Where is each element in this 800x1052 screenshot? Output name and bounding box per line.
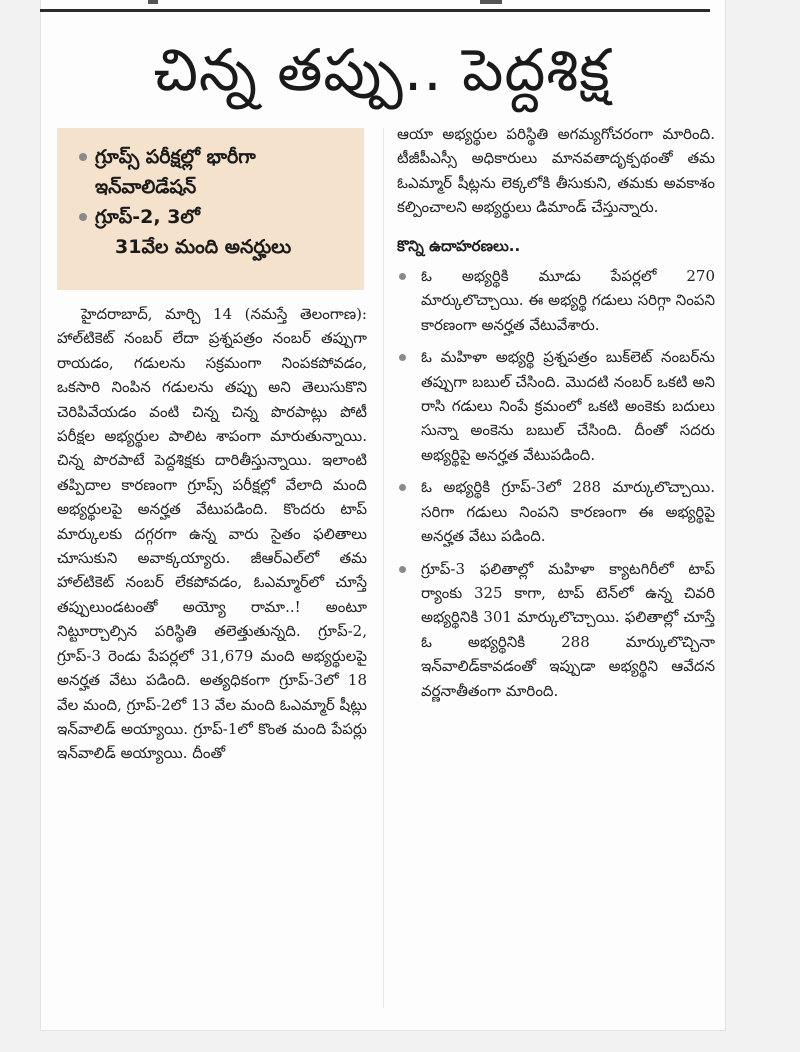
example-item xyxy=(397,345,715,467)
bullet-icon xyxy=(399,484,406,491)
examples-list xyxy=(397,264,715,703)
highlight-text: గ్రూప్-2, 3లో xyxy=(95,206,200,228)
example-item xyxy=(397,264,715,337)
bullet-icon xyxy=(399,354,406,361)
example-item xyxy=(397,557,715,703)
example-text: గ్రూప్-3 ఫలితాల్లో మహిళా క్యాటగిరీలో టాప్ ర్యాంకు 325 కాగా, టాప్ టెన్‌లో ఉన్న చివరి అభ్యర్థినికి 301 మార్కులొచ్చాయి. ఫలితాల్లో చూస్తే ఓ అభ్యర్థినికి 288 మార్కులొచ్చినా ఇన్‌వాలిడ్‌కావడంతో ఇప్పుడా అభ్యర్థిని ఆవేదన వర్ణనాతీతంగా మారింది. xyxy=(421,559,715,700)
column-divider xyxy=(383,128,384,1008)
article-headline: చిన్న తప్పు.. పెద్దశిక్ష xyxy=(153,36,611,104)
bullet-icon xyxy=(399,273,406,280)
highlight-box xyxy=(57,128,364,290)
highlight-text: ఇన్‌వాలిడేషన్ xyxy=(95,176,197,198)
article-body-left xyxy=(57,302,367,766)
bullet-icon xyxy=(79,153,87,161)
top-mark-right xyxy=(480,0,502,4)
example-text: ఓ అభ్యర్థికి మూడు పేపర్లలో 270 మార్కులొచ్చాయి. ఈ అభ్యర్థి గడులు సరిగ్గా నింపని కారణంగా అనర్హత వేటువేశారు. xyxy=(421,267,715,334)
highlight-text: గ్రూప్స్ పరీక్షల్లో భారీగా xyxy=(95,146,256,168)
top-mark-left xyxy=(148,0,158,4)
highlight-item xyxy=(79,202,354,232)
highlight-list xyxy=(57,128,364,262)
top-rule xyxy=(40,9,710,12)
article-body-right xyxy=(397,122,715,711)
highlight-item xyxy=(79,172,354,202)
highlight-item xyxy=(79,142,354,172)
body-paragraph: ఆయా అభ్యర్థుల పరిస్థితి అగమ్యగోచరంగా మారింది. టీజీపీఎస్సీ అధికారులు మానవతాదృక్పథంతో తమ ఓఎమ్మార్ షీట్లను లెక్కలోకి తీసుకుని, తమకు అవకాశం కల్పించాలని అభ్యర్థులు డిమాండ్ చేస్తున్నారు. xyxy=(397,125,715,217)
bullet-icon xyxy=(399,566,406,573)
highlight-item xyxy=(79,232,354,262)
example-text: ఓ అభ్యర్థికి గ్రూప్-3లో 288 మార్కులొచ్చాయి. సరిగా గడులు నింపని కారణంగా ఈ అభ్యర్థిపై అనర్హత వేటు పడింది. xyxy=(421,478,715,546)
examples-heading: కొన్ని ఉదాహరణలు.. xyxy=(397,236,521,255)
body-paragraph: హైదరాబాద్, మార్చి 14 (నమస్తే తెలంగాణ): హాల్‌టికెట్ నంబర్ లేదా ప్రశ్నపత్రం నంబర్ తప్పుగా రాయడం, గడులను సక్రమంగా నింపకపోవడం, ఒకసారి నింపిన గడులను తప్పు అని తెలుసుకొని చెరిపివేయడం వంటి చిన్న చిన్న పొరపాట్లు పోటీ పరీక్షల అభ్యర్థుల పాలిట శాపంగా మారుతున్నాయి. చిన్న పొరపాటే పెద్దశిక్షకు దారితీస్తున్నాయి. ఇలాంటి తప్పిదాల కారణంగా గ్రూప్స్ పరీక్షల్లో వేలాది మంది అభ్యర్థులపై అనర్హత వేటుపడింది. కొందరు టాప్ మార్కులకు దగ్గరగా ఉన్న వారు సైతం ఫలితాలు చూసుకుని అవాక్కయ్యారు. జీఆర్‌ఎల్‌లో తమ హాల్‌టికెట్ నంబర్ లేకపోవడం, ఓఎమ్మార్‌లో చూస్తే తప్పులుండటంతో అయ్యో రామా..! అంటూ నిట్టూర్చాల్సిన పరిస్థితి తలెత్తుతున్నది. గ్రూప్-2, గ్రూప్-3 రెండు పేపర్లలో 31,679 మంది అభ్యర్థులపై అనర్హత వేటు పడింది. అత్యధికంగా గ్రూప్-3లో 18 వేల మంది, గ్రూప్-2లో 13 వేల మంది ఓఎమ్మార్ షీట్లు ఇన్‌వాలిడ్ అయ్యాయి. గ్రూప్-1లో కొంత మంది పేపర్లు ఇన్‌వాలిడ్ అయ్యాయి. దీంతో xyxy=(57,305,367,763)
example-text: ఓ మహిళా అభ్యర్థి ప్రశ్నపత్రం బుక్‌లెట్ నంబర్‌ను తప్పుగా బబుల్ చేసింది. మొదటి నంబర్ ఒకటి అని రాసి గడులు నింపే క్రమంలో ఒకటి అంకెకు బదులు సున్నా అంకెను బబుల్ చేసింది. దీంతో సదరు అభ్యర్థిపై అనర్హత వేటుపడింది. xyxy=(421,348,715,464)
bullet-icon xyxy=(79,213,87,221)
example-item xyxy=(397,475,715,548)
highlight-text: 31వేల మంది అనర్హులు xyxy=(115,236,292,258)
